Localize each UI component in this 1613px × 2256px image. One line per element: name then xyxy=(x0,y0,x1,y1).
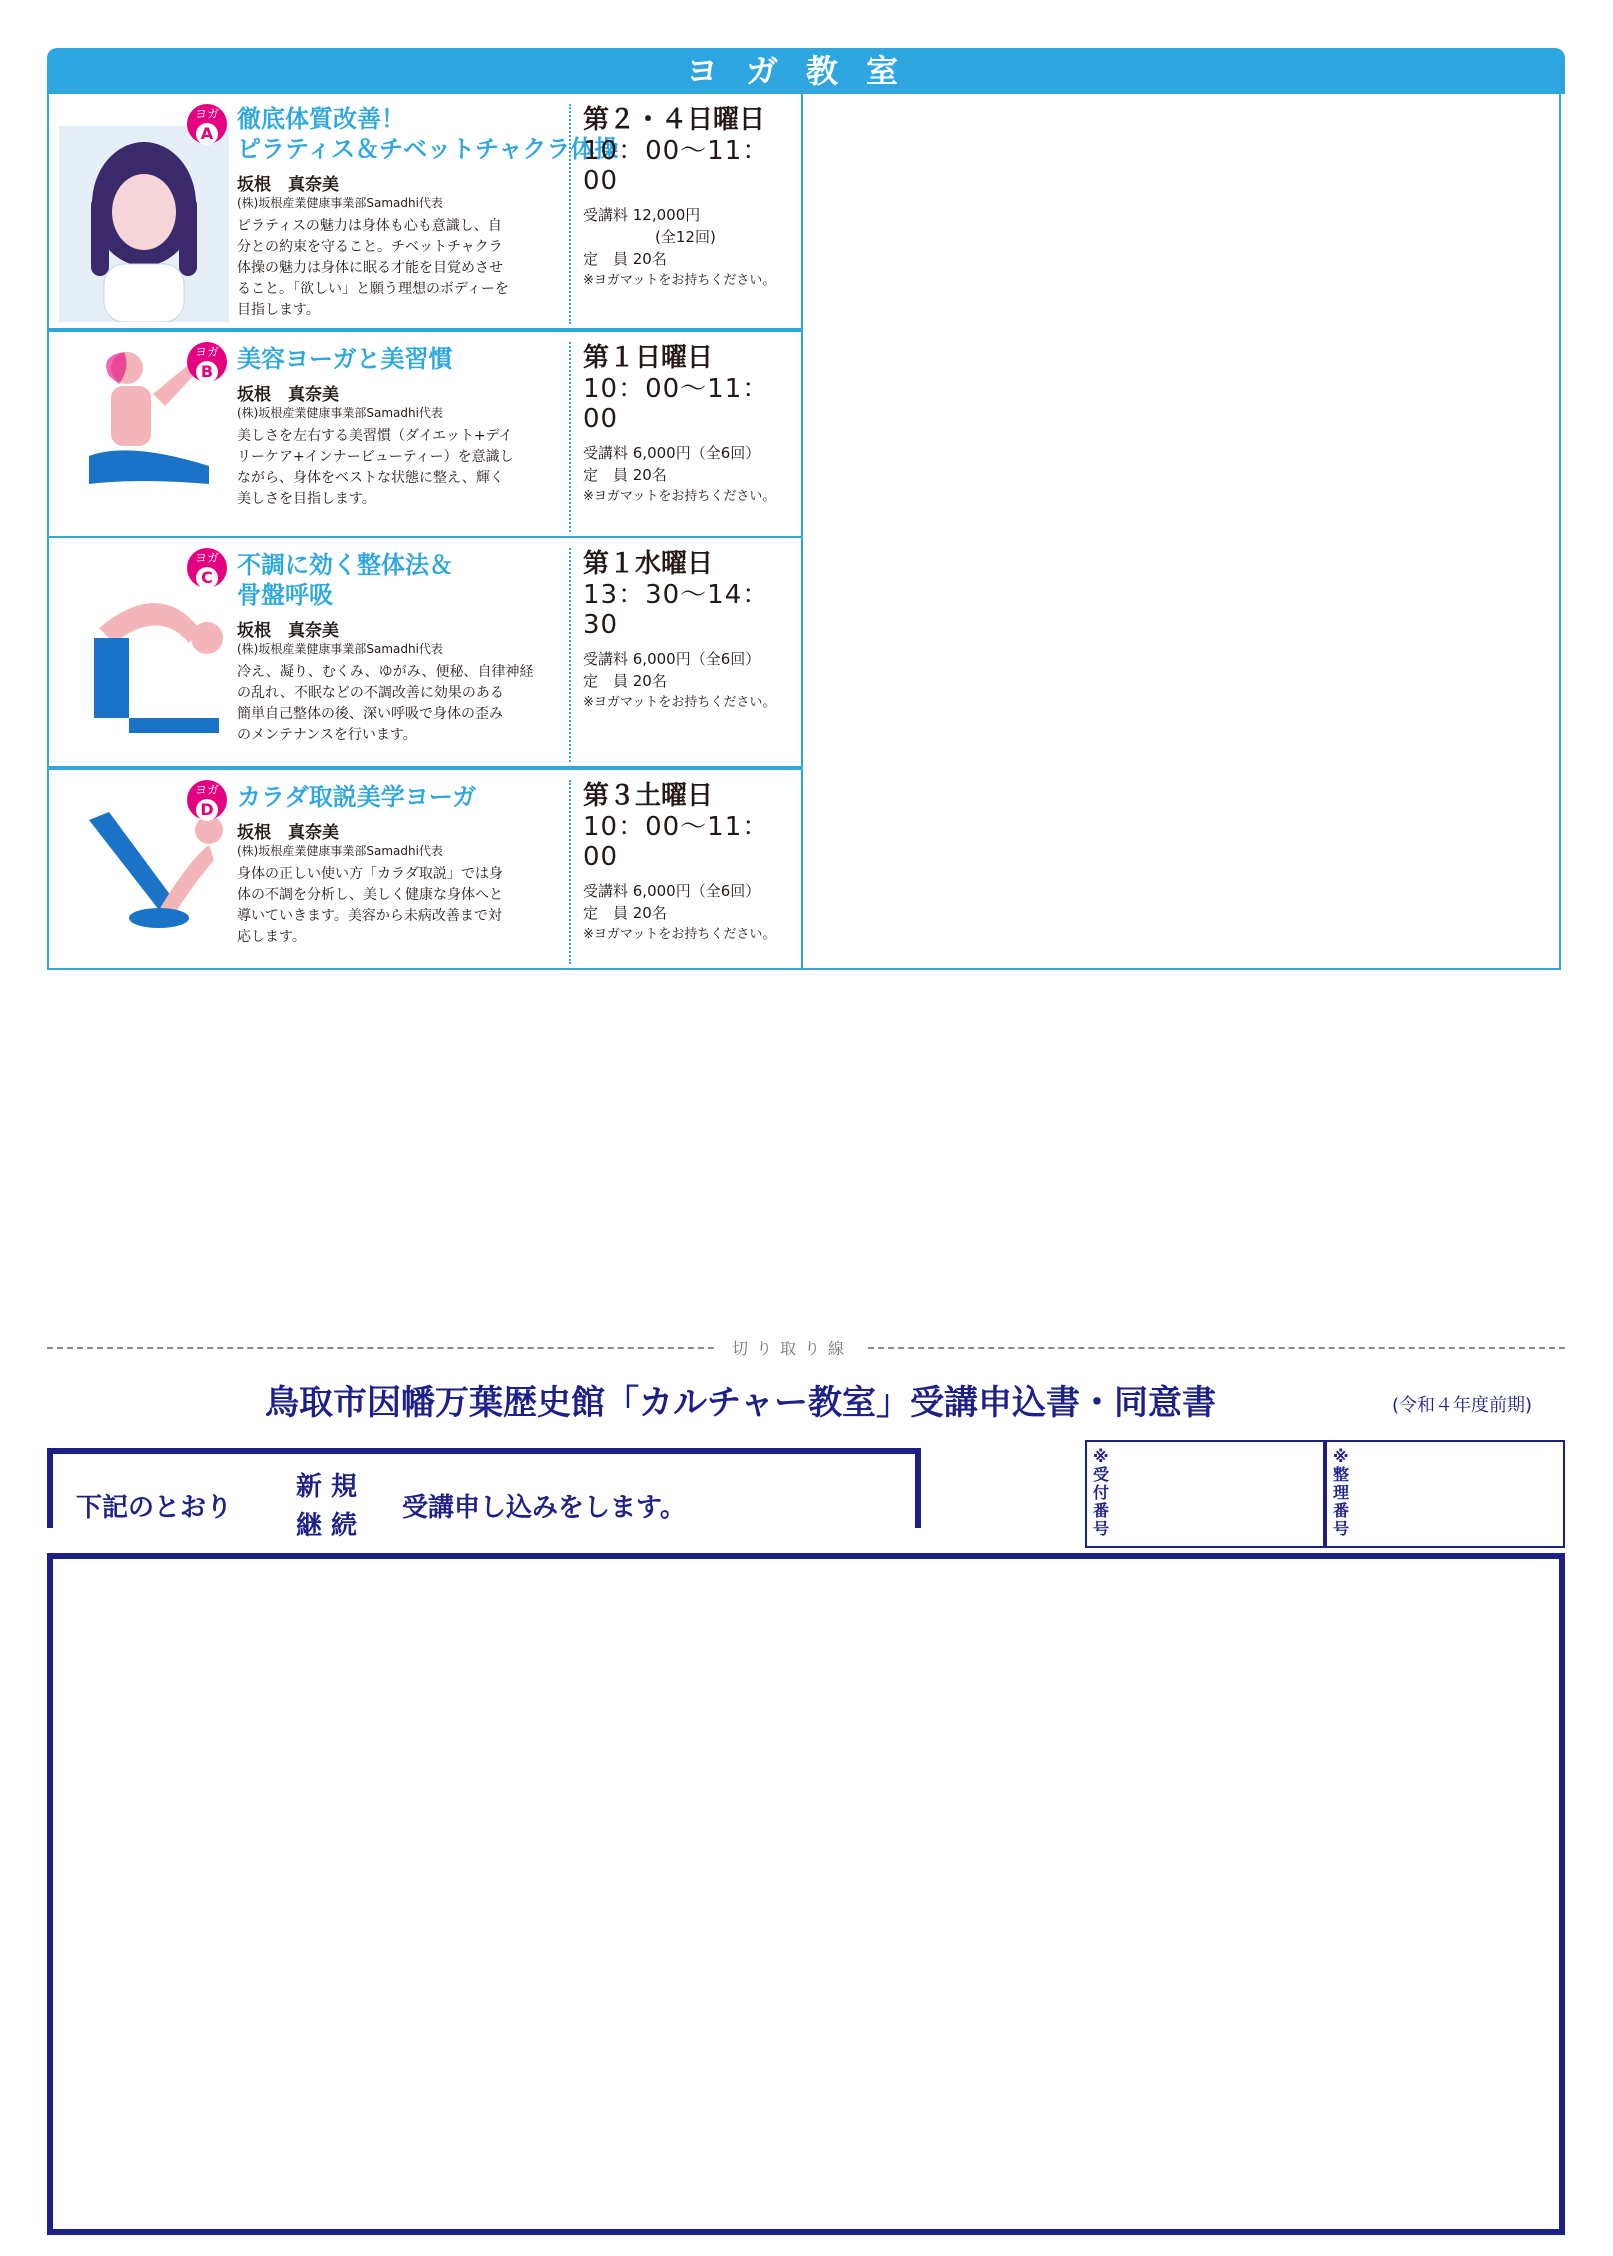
instructor-name: 坂根 真奈美 xyxy=(237,385,339,405)
instructor-name: 坂根 真奈美 xyxy=(237,175,339,195)
class-time: 10：00〜11：00 xyxy=(583,136,770,196)
class-mat-note: ※ヨガマットをお持ちください。 xyxy=(583,927,776,942)
class-description: 身体の正しい使い方「カラダ取説」では身 体の不調を分析し、美しく健康な身体へと 導いていきます。美容から未病改善まで対 応します。 xyxy=(237,866,503,945)
class-card-c xyxy=(47,536,803,768)
class-day: 第１水曜日 xyxy=(583,549,714,579)
class-day: 第３土曜日 xyxy=(583,781,714,811)
class-description: ピラティスの魅力は身体も心も意識し、自 分との約束を守ること。チベットチャクラ 体操の魅力は身体に眠る才能を目覚めさせ ること。「欲しい」と願う理想のボディーを 目指します。 xyxy=(237,218,509,318)
class-fee: 受講料 12,000円 xyxy=(583,206,701,224)
yoga-pose-illustration xyxy=(69,568,239,752)
class-capacity: 定 員 20名 xyxy=(583,904,667,922)
class-title-d: カラダ取説美学ヨーガ xyxy=(237,783,477,811)
class-subtitle-a: ピラティス＆チベットチャクラ体操 xyxy=(237,135,619,163)
class-capacity: 定 員 20名 xyxy=(583,672,667,690)
option-new[interactable]: 新 規 xyxy=(296,1472,358,1502)
class-subtitle-c: 骨盤呼吸 xyxy=(237,581,333,609)
class-badge-c: ヨガ C xyxy=(187,548,227,588)
class-badge-d: ヨガ D xyxy=(187,780,227,820)
class-title-b: 美容ヨーガと美習慣 xyxy=(237,345,453,373)
instructor-org: (株)坂根産業健康事業部Samadhi代表 xyxy=(237,196,443,210)
instructor-name: 坂根 真奈美 xyxy=(237,823,339,843)
form-body xyxy=(47,1553,1565,2235)
class-day: 第２・４日曜日 xyxy=(583,105,766,135)
class-mat-note: ※ヨガマットをお持ちください。 xyxy=(583,489,776,504)
class-title-c: 不調に効く整体法＆ xyxy=(237,551,453,579)
class-card-a xyxy=(47,92,803,330)
instructor-name: 坂根 真奈美 xyxy=(237,621,339,641)
instructor-photo xyxy=(59,126,229,322)
cut-line-label: 切り取り線 xyxy=(718,1336,866,1359)
instructor-org: (株)坂根産業健康事業部Samadhi代表 xyxy=(237,642,443,656)
class-badge-b: ヨガ B xyxy=(187,342,227,382)
yoga-section-header: ヨガ教室 xyxy=(47,48,1565,94)
class-day: 第１日曜日 xyxy=(583,343,714,373)
class-time: 10：00〜11：00 xyxy=(583,812,770,872)
management-number-box[interactable] xyxy=(1325,1440,1565,1548)
option-continue[interactable]: 継 続 xyxy=(296,1511,358,1541)
class-fee: 受講料 6,000円（全6回） xyxy=(583,882,761,900)
class-description: 美しさを左右する美習慣（ダイエット+デイ リーケア+インナービューティー）を意識し ながら、身体をベストな状態に整え、輝く 美しさを目指します。 xyxy=(237,428,514,507)
management-number-label: ※整理番号 xyxy=(1333,1447,1350,1538)
class-fee: 受講料 6,000円（全6回） xyxy=(583,444,761,462)
instructor-org: (株)坂根産業健康事業部Samadhi代表 xyxy=(237,406,443,420)
class-mat-note: ※ヨガマットをお持ちください。 xyxy=(583,695,776,710)
class-card-b xyxy=(47,330,803,538)
class-time: 13：30〜14：30 xyxy=(583,580,770,640)
yoga-pose-illustration xyxy=(59,800,239,964)
form-period: (令和４年度前期) xyxy=(1392,1395,1533,1416)
class-description: 冷え、凝り、むくみ、ゆがみ、便秘、自律神経 の乱れ、不眠などの不調改善に効果のある 簡単自己整体の後、深い呼吸で身体の歪み のメンテナンスを行います。 xyxy=(237,664,534,743)
class-card-d xyxy=(47,768,803,970)
receipt-number-box[interactable] xyxy=(1085,1440,1325,1548)
class-fee: 受講料 6,000円（全6回） xyxy=(583,650,761,668)
class-schedule xyxy=(569,342,799,532)
class-capacity: 定 員 20名 xyxy=(583,250,667,268)
class-title-a: 徹底体質改善！ xyxy=(237,105,405,133)
form-apply-text: 受講申し込みをします。 xyxy=(402,1493,686,1523)
form-lead-text: 下記のとおり xyxy=(76,1493,233,1523)
class-schedule xyxy=(569,780,799,964)
class-schedule xyxy=(569,104,799,324)
class-capacity: 定 員 20名 xyxy=(583,466,667,484)
class-badge-a: ヨガ A xyxy=(187,104,227,144)
class-mat-note: ※ヨガマットをお持ちください。 xyxy=(583,273,776,288)
class-fee-note: (全12回) xyxy=(655,228,716,246)
class-schedule xyxy=(569,548,799,762)
instructor-org: (株)坂根産業健康事業部Samadhi代表 xyxy=(237,844,443,858)
class-time: 10：00〜11：00 xyxy=(583,374,770,434)
form-title: 鳥取市因幡万葉歴史館「カルチャー教室」受講申込書・同意書 xyxy=(265,1383,1216,1423)
receipt-number-label: ※受付番号 xyxy=(1093,1447,1110,1538)
